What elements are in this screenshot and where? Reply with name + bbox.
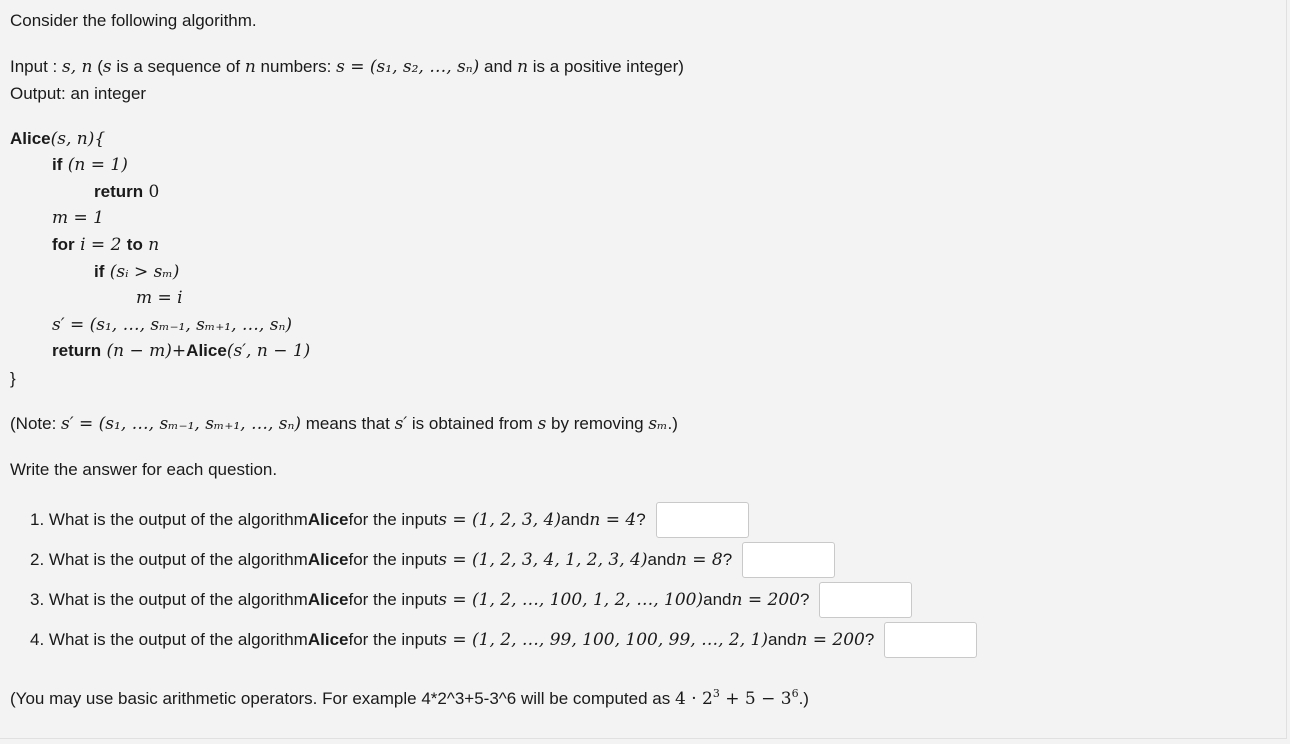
code-close-brace: } [10, 369, 16, 388]
code-if-base: if (n = 1) [52, 155, 128, 175]
answer-input-2[interactable] [742, 542, 835, 578]
note-text: (Note: s′ = (s₁, …, sₘ₋₁, sₘ₊₁, …, sₙ) means that s′ is obtained from s by removing sₘ.) [10, 414, 678, 434]
code-assign-mi: m = i [136, 288, 183, 308]
code-return-recursive: return (n − m)+Alice(s′, n − 1) [52, 341, 311, 361]
code-assign-m: m = 1 [52, 208, 104, 228]
answer-input-3[interactable] [819, 582, 912, 618]
code-if-compare: if (sᵢ > sₘ) [94, 262, 180, 282]
code-return-zero: return 0 [94, 182, 160, 202]
instruction-text: Write the answer for each question. [10, 460, 278, 479]
question-3: 3. What is the output of the algorithm Alice for the input s = (1, 2, …, 100, 1, 2, …, 100) and n = 200 ? [30, 582, 912, 618]
footer-hint: (You may use basic arithmetic operators. For example 4*2^3+5-3^6 will be computed as $4 \cdot 2^3 + 5 - 3^6$.) [10, 687, 809, 709]
output-description: Output: an integer [10, 84, 147, 103]
answer-input-4[interactable] [884, 622, 977, 658]
code-for-loop: for i = 2 to n [52, 235, 160, 255]
code-sprime: s′ = (s₁, …, sₘ₋₁, sₘ₊₁, …, sₙ) [52, 315, 292, 335]
question-2: 2. What is the output of the algorithm Alice for the input s = (1, 2, 3, 4, 1, 2, 3, 4) and n = 8 ? [30, 542, 835, 578]
question-1: 1. What is the output of the algorithm Alice for the input s = (1, 2, 3, 4) and n = 4 ? [30, 502, 749, 538]
code-header: Alice(s, n){ [10, 129, 106, 149]
intro-text: Consider the following algorithm. [10, 11, 257, 30]
input-description: Input : s, n (s is a sequence of n numbers: s = (s₁, s₂, …, sₙ) and n is a positive integer) [10, 57, 684, 77]
answer-input-1[interactable] [656, 502, 749, 538]
question-4: 4. What is the output of the algorithm Alice for the input s = (1, 2, …, 99, 100, 100, 99, …, 2, 1) and n = 200 ? [30, 622, 977, 658]
